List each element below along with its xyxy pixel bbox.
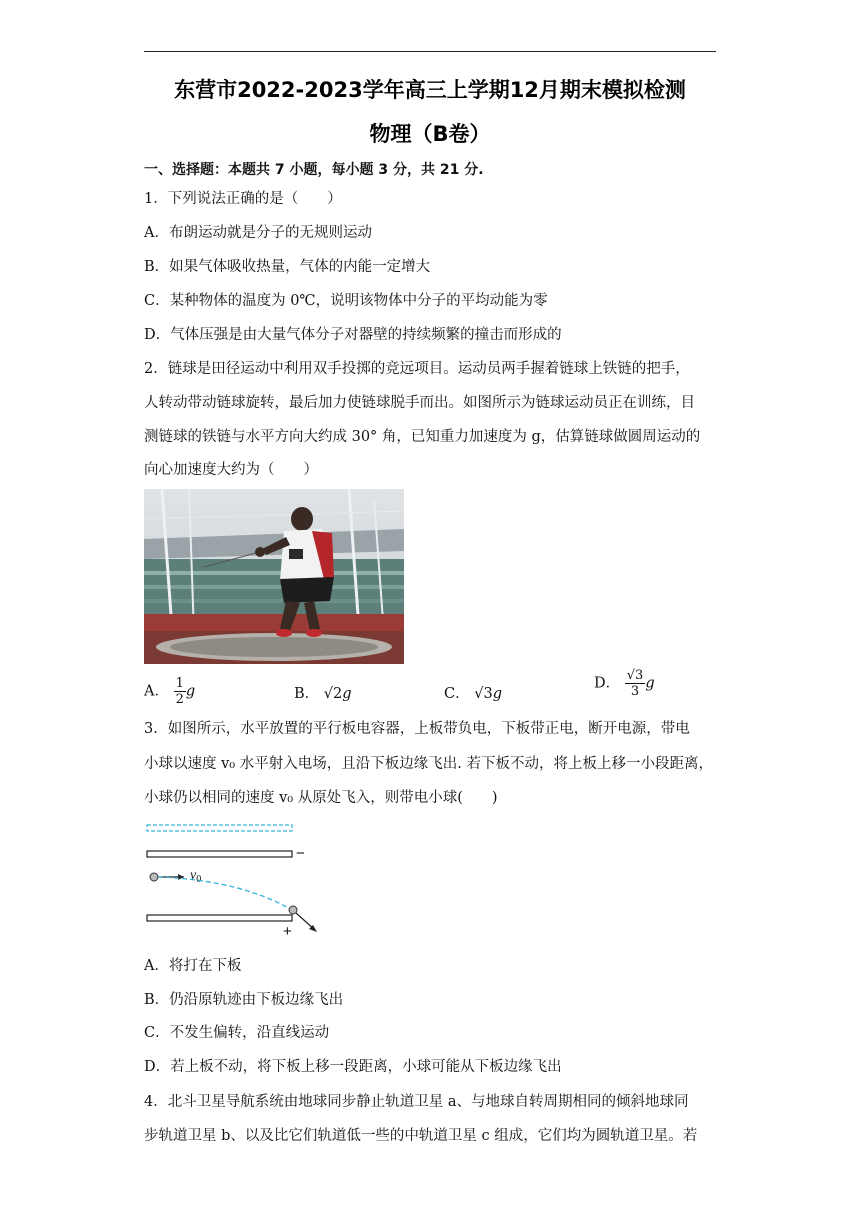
variable: g: [492, 686, 502, 702]
q1-option-d: D．气体压强是由大量气体分子对器壁的持续频繁的撞击而形成的: [144, 327, 562, 343]
minus-sign: −: [296, 845, 305, 862]
moved-upper-plate: [147, 825, 292, 831]
denominator: 2: [175, 692, 184, 707]
q1-option-c: C．某种物体的温度为 0℃，说明该物体中分子的平均动能为零: [144, 293, 548, 309]
q1-stem: 1．下列说法正确的是（ ）: [144, 191, 342, 207]
q2-option-d: [594, 668, 655, 699]
q3-line-1: 3．如图所示，水平放置的平行板电容器，上板带负电，下板带正电，断开电源，带电: [144, 721, 690, 737]
header-rule: [144, 51, 716, 52]
upper-plate: [147, 851, 292, 857]
option-label: C．: [444, 686, 470, 702]
capacitor-diagram: [140, 818, 340, 940]
option-label: B．: [294, 686, 320, 702]
charged-ball: [150, 873, 158, 881]
variable: g: [185, 683, 196, 700]
q2-option-c: [444, 682, 502, 703]
q2-line-1: 2．链球是田径运动中利用双手投掷的竞远项目。运动员两手握着链球上铁链的把手，: [144, 361, 690, 377]
page-title: 东营市2022-2023学年高三上学期12月期末模拟检测: [174, 78, 686, 102]
page-subtitle: 物理（B卷）: [369, 122, 491, 146]
trajectory: [158, 877, 292, 910]
numerator: √3: [626, 668, 644, 683]
numerator: 1: [175, 676, 184, 691]
q3-option-a: A．将打在下板: [144, 958, 242, 974]
fraction: [174, 676, 186, 707]
q2-line-3: 测链球的铁链与水平方向大约成 30° 角，已知重力加速度为 g，估算链球做圆周运动的: [144, 429, 701, 445]
velocity-label: $v_0$: [190, 868, 202, 885]
section-heading: 一、选择题：本题共 7 小题，每小题 3 分，共 21 分.: [144, 162, 484, 178]
q1-option-b: B．如果气体吸收热量，气体的内能一定增大: [144, 259, 431, 275]
q3-option-c: C．不发生偏转，沿直线运动: [144, 1025, 330, 1041]
variable: g: [342, 686, 352, 702]
hammer-throw-photo: [144, 489, 404, 664]
option-label: D．: [594, 675, 621, 692]
q3-option-d: D．若上板不动，将下板上移一段距离，小球可能从下板边缘飞出: [144, 1059, 562, 1075]
q2-line-2: 人转动带动链球旋转，最后加力使链球脱手而出。如图所示为链球运动员正在训练，目: [144, 395, 695, 411]
plus-sign: +: [283, 923, 292, 940]
radical: √3: [474, 686, 493, 702]
variable: g: [645, 675, 655, 692]
q1-option-a: A．布朗运动就是分子的无规则运动: [144, 225, 372, 241]
lower-plate: [147, 915, 292, 921]
denominator: 3: [630, 684, 640, 699]
q2-line-4: 向心加速度大约为（ ）: [144, 462, 318, 478]
q2-option-b: [294, 682, 352, 703]
fraction: [625, 668, 646, 699]
q3-option-b: B．仍沿原轨迹由下板边缘飞出: [144, 992, 344, 1008]
q4-line-1: 4．北斗卫星导航系统由地球同步静止轨道卫星 a、与地球自转周期相同的倾斜地球同: [144, 1094, 689, 1110]
exit-ball: [289, 906, 297, 914]
q3-line-3: 小球仍以相同的速度 v₀ 从原处飞入，则带电小球( ): [144, 790, 498, 806]
q4-line-2: 步轨道卫星 b、以及比它们轨道低一些的中轨道卫星 c 组成，它们均为圆轨道卫星。若: [144, 1128, 698, 1144]
q3-line-2: 小球以速度 v₀ 水平射入电场，且沿下板边缘飞出. 若下板不动，将上板上移一小段距离，: [144, 756, 713, 772]
q2-option-a: [144, 676, 195, 707]
option-label: A．: [144, 683, 169, 700]
radical: √2: [323, 686, 343, 702]
